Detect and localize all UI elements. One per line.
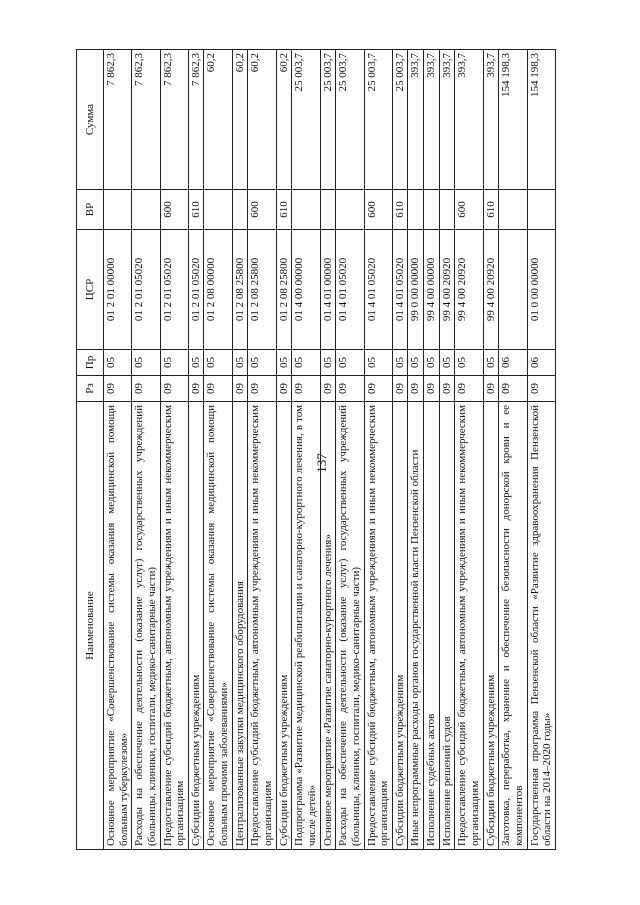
header-pr: Пр (77, 350, 104, 376)
cell-rz: 09 (408, 376, 424, 402)
cell-name: Субсидии бюджетным учреждениям (276, 402, 292, 850)
cell-name: Заготовка, переработка, хранение и обеспечение безопасности донорской крови и ее компонентов (499, 402, 527, 850)
cell-rz: 09 (483, 376, 499, 402)
cell-sum: 7 862,3 (188, 50, 204, 190)
cell-sum: 7 862,3 (132, 50, 160, 190)
cell-name: Расходы на обеспечение деятельности (оказание услуг) государственных учреждений (больницы, клиники, госпитали, медико-санитарные части) (336, 402, 364, 850)
cell-vr: 610 (483, 190, 499, 230)
cell-rz: 09 (188, 376, 204, 402)
cell-vr (292, 190, 320, 230)
header-name: Наименование (77, 402, 104, 850)
cell-vr: 600 (160, 190, 188, 230)
cell-sum: 393,7 (483, 50, 499, 190)
table-row (439, 50, 455, 850)
cell-sum: 60,2 (204, 50, 232, 190)
cell-sum: 7 862,3 (160, 50, 188, 190)
table-row (483, 50, 499, 850)
cell-rz: 09 (392, 376, 408, 402)
cell-pr: 05 (439, 350, 455, 376)
cell-pr: 06 (527, 350, 555, 376)
cell-csr: 01 2 08 25800 (276, 230, 292, 350)
cell-csr: 01 4 01 00000 (320, 230, 336, 350)
cell-rz: 09 (104, 376, 132, 402)
cell-pr: 05 (248, 350, 276, 376)
header-rz: Рз (77, 376, 104, 402)
cell-pr: 05 (336, 350, 364, 376)
cell-name: Субсидии бюджетным учреждениям (392, 402, 408, 850)
cell-sum: 25 003,7 (292, 50, 320, 190)
cell-sum: 60,2 (248, 50, 276, 190)
cell-vr (204, 190, 232, 230)
cell-rz: 09 (320, 376, 336, 402)
cell-pr: 05 (160, 350, 188, 376)
table-row (320, 50, 336, 850)
cell-csr: 01 2 08 00000 (204, 230, 232, 350)
cell-csr: 01 4 01 05020 (364, 230, 392, 350)
cell-sum: 154 198,3 (527, 50, 555, 190)
cell-vr (408, 190, 424, 230)
cell-rz: 09 (204, 376, 232, 402)
cell-name: Основное мероприятие «Совершенствование системы оказания медицинской помощи больным прочими заболеваниями» (204, 402, 232, 850)
cell-csr: 01 2 01 00000 (104, 230, 132, 350)
cell-name: Исполнение судебных актов (424, 402, 440, 850)
cell-pr: 05 (132, 350, 160, 376)
cell-name: Централизованные закупки медицинского оборудования (232, 402, 248, 850)
table-row (455, 50, 483, 850)
table-row (104, 50, 132, 850)
cell-rz: 09 (527, 376, 555, 402)
cell-vr (499, 190, 527, 230)
cell-pr: 05 (204, 350, 232, 376)
cell-name: Государственная программа Пензенской области «Развитие здравоохранения Пензенской области на 2014–2020 годы» (527, 402, 555, 850)
table-row (160, 50, 188, 850)
header-vr: ВР (77, 190, 104, 230)
cell-pr: 05 (408, 350, 424, 376)
table-row (232, 50, 248, 850)
table-row (408, 50, 424, 850)
cell-sum: 25 003,7 (320, 50, 336, 190)
table-row (424, 50, 440, 850)
table-row (292, 50, 320, 850)
cell-sum: 60,2 (232, 50, 248, 190)
cell-pr: 05 (455, 350, 483, 376)
cell-pr: 05 (232, 350, 248, 376)
cell-pr: 05 (424, 350, 440, 376)
cell-vr (104, 190, 132, 230)
cell-name: Подпрограмма «Развитие медицинской реабилитации и санаторно-курортного лечения, в том числе детей» (292, 402, 320, 850)
cell-pr: 05 (188, 350, 204, 376)
table-row (527, 50, 555, 850)
cell-sum: 25 003,7 (364, 50, 392, 190)
cell-csr: 01 2 01 05020 (160, 230, 188, 350)
table-row (336, 50, 364, 850)
table-row (364, 50, 392, 850)
cell-vr: 610 (276, 190, 292, 230)
cell-pr: 05 (276, 350, 292, 376)
cell-vr (336, 190, 364, 230)
cell-sum: 7 862,3 (104, 50, 132, 190)
cell-pr: 05 (292, 350, 320, 376)
cell-name: Основное мероприятие «Развитие санаторно-курортного лечения» (320, 402, 336, 850)
cell-sum: 393,7 (439, 50, 455, 190)
cell-vr (527, 190, 555, 230)
cell-vr: 600 (364, 190, 392, 230)
table-row (188, 50, 204, 850)
cell-vr (232, 190, 248, 230)
cell-sum: 25 003,7 (392, 50, 408, 190)
cell-sum: 154 198,3 (499, 50, 527, 190)
cell-vr: 600 (248, 190, 276, 230)
cell-csr: 99 4 00 00000 (424, 230, 440, 350)
cell-name: Расходы на обеспечение деятельности (оказание услуг) государственных учреждений (больницы, клиники, госпитали, медико-санитарные части) (132, 402, 160, 850)
cell-vr: 610 (392, 190, 408, 230)
cell-pr: 05 (320, 350, 336, 376)
table-row (248, 50, 276, 850)
cell-sum: 25 003,7 (336, 50, 364, 190)
cell-csr: 99 4 00 20920 (483, 230, 499, 350)
cell-pr: 05 (392, 350, 408, 376)
cell-csr: 01 4 01 05020 (392, 230, 408, 350)
cell-rz: 09 (424, 376, 440, 402)
cell-csr: 99 0 00 00000 (408, 230, 424, 350)
cell-rz: 09 (439, 376, 455, 402)
cell-name: Субсидии бюджетным учреждениям (483, 402, 499, 850)
cell-pr: 05 (104, 350, 132, 376)
cell-sum: 393,7 (424, 50, 440, 190)
table-row (392, 50, 408, 850)
table-row (499, 50, 527, 850)
cell-vr: 600 (455, 190, 483, 230)
cell-rz: 09 (248, 376, 276, 402)
table-row (204, 50, 232, 850)
header-sum: Сумма (77, 50, 104, 190)
header-csr: ЦСР (77, 230, 104, 350)
cell-csr: 99 4 00 20920 (439, 230, 455, 350)
cell-vr (320, 190, 336, 230)
cell-vr (439, 190, 455, 230)
cell-rz: 09 (232, 376, 248, 402)
cell-csr (499, 230, 527, 350)
cell-name: Субсидии бюджетным учреждениям (188, 402, 204, 850)
cell-sum: 393,7 (455, 50, 483, 190)
cell-name: Основное мероприятие «Совершенствование системы оказания медицинской помощи больным туберкулезом» (104, 402, 132, 850)
cell-vr (132, 190, 160, 230)
cell-rz: 09 (292, 376, 320, 402)
cell-csr: 01 2 01 05020 (188, 230, 204, 350)
cell-pr: 06 (499, 350, 527, 376)
cell-vr: 610 (188, 190, 204, 230)
table-row (276, 50, 292, 850)
cell-rz: 09 (160, 376, 188, 402)
cell-name: Предоставление субсидий бюджетным, автономным учреждениям и иным некоммерческим организациям (160, 402, 188, 850)
cell-pr: 05 (364, 350, 392, 376)
cell-name: Предоставление субсидий бюджетным, автономным учреждениям и иным некоммерческим организациям (248, 402, 276, 850)
cell-rz: 09 (364, 376, 392, 402)
cell-pr: 05 (483, 350, 499, 376)
cell-csr: 01 2 08 25800 (248, 230, 276, 350)
cell-name: Исполнение решений судов (439, 402, 455, 850)
page-number: 137 (314, 453, 329, 473)
cell-vr (424, 190, 440, 230)
cell-csr: 01 2 08 25800 (232, 230, 248, 350)
cell-rz: 09 (276, 376, 292, 402)
budget-table (76, 49, 556, 850)
cell-name: Предоставление субсидий бюджетным, автономным учреждениям и иным некоммерческим организациям (455, 402, 483, 850)
cell-rz: 09 (336, 376, 364, 402)
cell-csr: 01 0 00 00000 (527, 230, 555, 350)
cell-csr: 01 4 00 00000 (292, 230, 320, 350)
cell-csr: 01 2 01 05020 (132, 230, 160, 350)
cell-sum: 393,7 (408, 50, 424, 190)
cell-name: Предоставление субсидий бюджетным, автономным учреждениям и иным некоммерческим организациям (364, 402, 392, 850)
cell-name: Иные непрограммные расходы органов государственной власти Пензенской области (408, 402, 424, 850)
cell-sum: 60,2 (276, 50, 292, 190)
cell-rz: 09 (499, 376, 527, 402)
cell-rz: 09 (132, 376, 160, 402)
table-body (104, 50, 556, 850)
table-row (132, 50, 160, 850)
cell-rz: 09 (455, 376, 483, 402)
rotated-table-container (76, 50, 566, 850)
cell-csr: 01 4 01 05020 (336, 230, 364, 350)
table-header-row (77, 50, 104, 850)
cell-csr: 99 4 00 20920 (455, 230, 483, 350)
